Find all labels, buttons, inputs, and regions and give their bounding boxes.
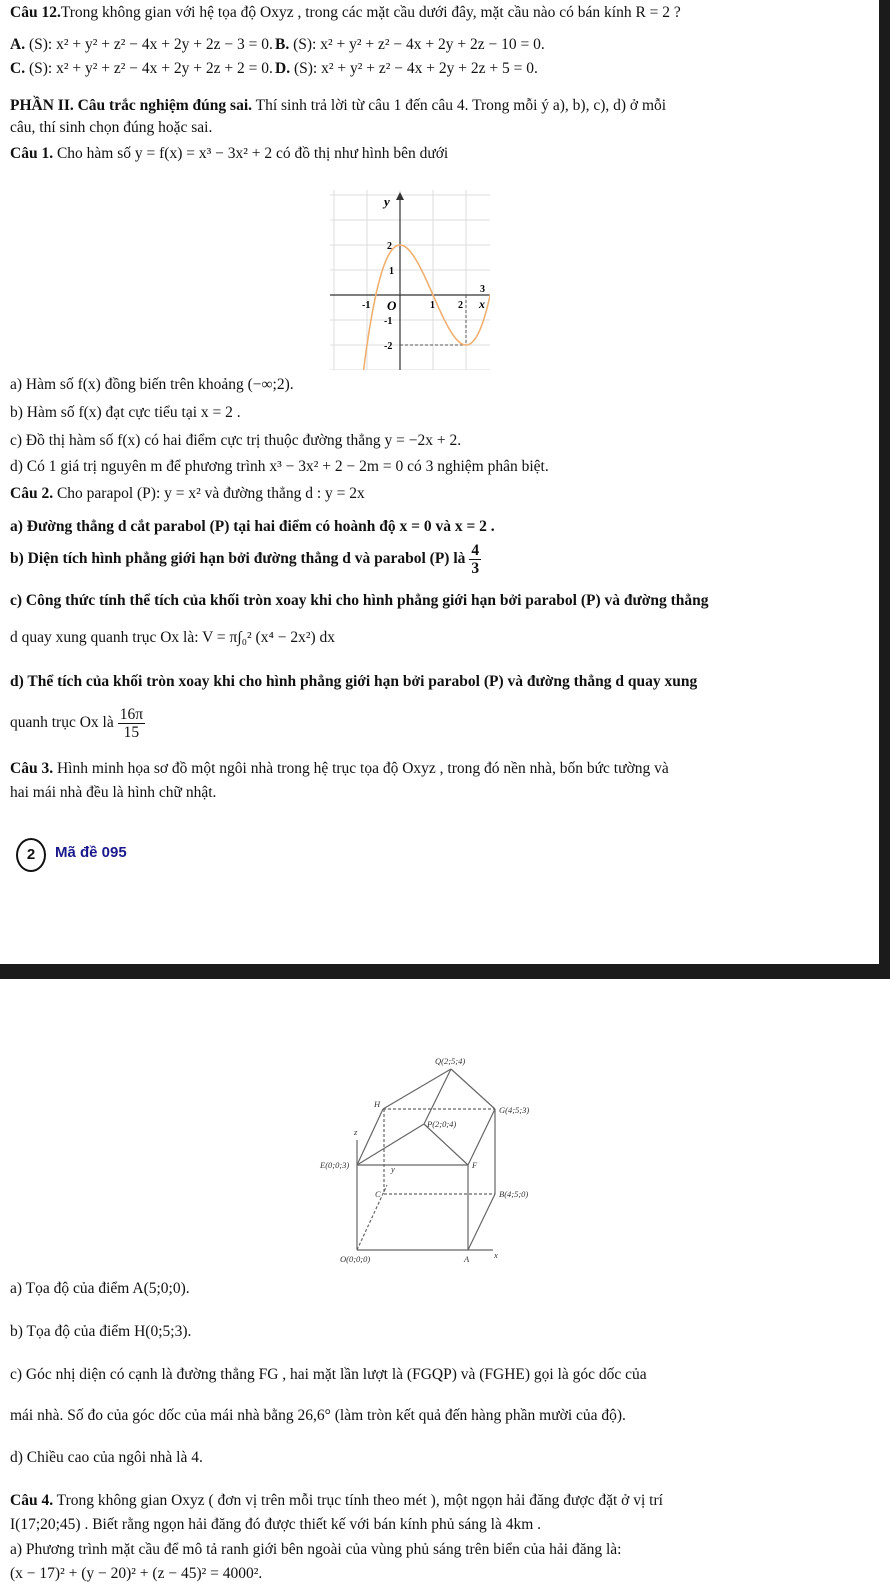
point-q-label: Q(2;5;4) <box>435 1056 466 1066</box>
part2-heading: PHẦN II. Câu trắc nghiệm đúng sai. Thí sinh trả lời từ câu 1 đến câu 4. Trong mỗi ý a), b), c), d) ở mỗi <box>10 97 667 114</box>
c2-statement-d-cont: quanh trục Ox là $\frac{16\pi}{15}$ <box>10 705 144 741</box>
q12-option-b: B. (S): x² + y² + z² − 4x + 2y + 2z − 10 = 0. <box>275 36 545 53</box>
exam-code: Mã đề 095 <box>55 844 127 861</box>
c4-statement-a: a) Phương trình mặt cầu để mô tả ranh giới bên ngoài của vùng phủ sáng trên biển của hải đăng là: <box>10 1541 622 1558</box>
c1-statement-d: d) Có 1 giá trị nguyên m để phương trình x³ − 3x² + 2 − 2m = 0 có 3 nghiệm phân biệt. <box>10 458 549 475</box>
y-tick: -2 <box>384 341 393 352</box>
y-axis-label: y <box>391 1164 395 1174</box>
cubic-graph <box>330 190 490 370</box>
q12-option-c: C. (S): x² + y² + z² − 4x + 2y + 2z + 2 = 0. <box>10 60 273 77</box>
point-o-label: O(0;0;0) <box>340 1254 371 1264</box>
point-e-label: E(0;0;3) <box>320 1160 350 1170</box>
c2-statement-c: c) Công thức tính thể tích của khối tròn xoay khi cho hình phẳng giới hạn bởi parabol (P) và đường thẳng <box>10 592 709 609</box>
point-c-label: C <box>375 1189 381 1199</box>
c2-statement-b: b) Diện tích hình phẳng giới hạn bởi đường thẳng d và parabol (P) là $\frac{4}{3}$ <box>10 541 480 577</box>
c1-stem: Câu 1. Cho hàm số y = f(x) = x³ − 3x² + 2 có đồ thị như hình bên dưới <box>10 145 449 162</box>
x-tick: 2 <box>458 300 463 311</box>
y-tick: 2 <box>387 241 392 252</box>
x-tick: 3 <box>480 284 485 295</box>
c1-statement-c: c) Đồ thị hàm số f(x) có hai điểm cực trị thuộc đường thẳng y = −2x + 2. <box>10 432 462 449</box>
q12-option-d: D. (S): x² + y² + z² − 4x + 2y + 2z + 5 = 0. <box>275 60 538 77</box>
function-curve <box>360 245 490 370</box>
c3-statement-a: a) Tọa độ của điểm A(5;0;0). <box>10 1280 190 1297</box>
q12-stem: Câu 12.Trong không gian với hệ tọa độ Oxyz , trong các mặt cầu dưới đây, mặt cầu nào có bán kính R = 2 ? <box>10 4 681 21</box>
q12-option-a: A. (S): x² + y² + z² − 4x + 2y + 2z − 3 = 0. <box>10 36 273 53</box>
c4-statement-a-formula: (x − 17)² + (y − 20)² + (z − 45)² = 4000². <box>10 1565 263 1582</box>
y-tick: 1 <box>389 266 394 277</box>
c3-stem-cont: hai mái nhà đều là hình chữ nhật. <box>10 784 217 801</box>
c3-statement-c-cont: mái nhà. Số đo của góc dốc của mái nhà bằng 26,6° (làm tròn kết quả đến hàng phần mười của độ). <box>10 1407 626 1424</box>
y-axis-label: y <box>384 194 390 209</box>
page-number-badge: 2 <box>16 838 46 872</box>
c4-stem-cont: I(17;20;45) . Biết rằng ngọn hải đăng đó được thiết kế với bán kính phủ sáng là 4km . <box>10 1516 542 1533</box>
c3-statement-c: c) Góc nhị diện có cạnh là đường thẳng FG , hai mặt lần lượt là (FGQP) và (FGHE) gọi là góc dốc của <box>10 1366 647 1383</box>
y-tick: -1 <box>384 316 393 327</box>
c4-stem: Câu 4. Trong không gian Oxyz ( đơn vị trên mỗi trục tính theo mét ), một ngọn hải đăng được đặt ở vị trí <box>10 1492 663 1509</box>
x-tick: 1 <box>430 300 435 311</box>
c3-stem: Câu 3. Hình minh họa sơ đồ một ngôi nhà trong hệ trục tọa độ Oxyz , trong đó nền nhà, bốn bức tường và <box>10 760 669 777</box>
point-b-label: B(4;5;0) <box>499 1189 529 1199</box>
x-axis-label: x <box>479 297 485 311</box>
point-f-label: F <box>472 1160 478 1170</box>
c3-statement-d: d) Chiều cao của ngôi nhà là 4. <box>10 1449 203 1466</box>
c2-statement-d: d) Thể tích của khối tròn xoay khi cho hình phẳng giới hạn bởi parabol (P) và đường thẳng d quay xung <box>10 673 698 690</box>
page-edge <box>879 0 890 964</box>
x-tick: -1 <box>362 300 371 311</box>
c2-stem: Câu 2. Cho parapol (P): y = x² và đường thẳng d : y = 2x <box>10 485 365 502</box>
point-g-label: G(4;5;3) <box>499 1105 530 1115</box>
c3-statement-b: b) Tọa độ của điểm H(0;5;3). <box>10 1323 192 1340</box>
point-a-label: A <box>464 1254 470 1264</box>
point-h-label: H <box>374 1099 381 1109</box>
x-axis-label: x <box>494 1250 498 1260</box>
c1-statement-a: a) Hàm số f(x) đồng biến trên khoảng (−∞;2). <box>10 376 294 393</box>
part2-heading-cont: câu, thí sinh chọn đúng hoặc sai. <box>10 119 213 136</box>
c2-statement-c-formula: d quay xung quanh trục Ox là: V = π∫₀² (x⁴ − 2x²) dx <box>10 629 336 646</box>
page-separator <box>0 964 890 979</box>
c2-statement-a: a) Đường thẳng d cắt parabol (P) tại hai điểm có hoành độ x = 0 và x = 2 . <box>10 518 495 535</box>
c1-statement-b: b) Hàm số f(x) đạt cực tiểu tại x = 2 . <box>10 404 241 421</box>
z-axis-label: z <box>354 1127 358 1137</box>
point-p-label: P(2;0;4) <box>427 1119 457 1129</box>
origin-label: O <box>387 298 397 313</box>
